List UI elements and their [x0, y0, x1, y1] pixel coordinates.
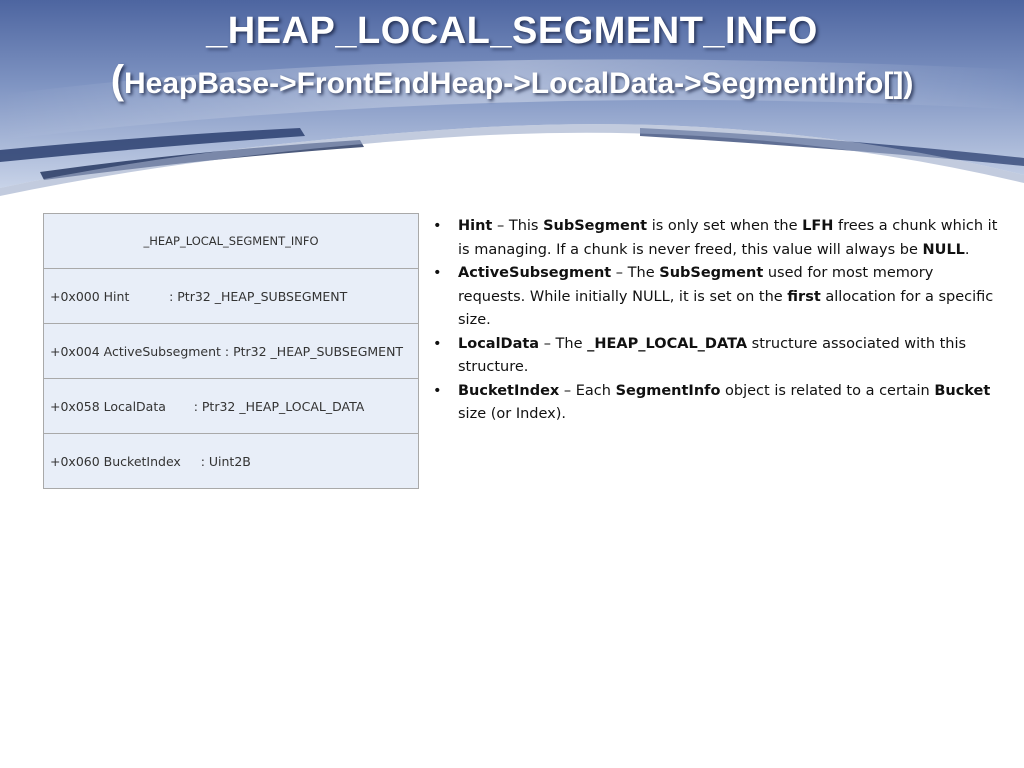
- struct-field-row: +0x060 BucketIndex : Uint2B: [44, 434, 419, 489]
- bullet-text: – The: [611, 265, 660, 281]
- bullet-item-local-data: [433, 333, 1003, 380]
- title-main: _HEAP_LOCAL_SEGMENT_INFO: [206, 10, 818, 52]
- title-subtitle: [0, 60, 1024, 104]
- struct-field-row: +0x004 ActiveSubsegment : Ptr32 _HEAP_SUBSEGMENT: [44, 324, 419, 379]
- field-description-list: [433, 215, 1003, 427]
- bullet-bold: SegmentInfo: [615, 382, 721, 399]
- bullet-term: LocalData: [458, 335, 540, 352]
- bullet-text: size (or Index).: [458, 406, 567, 422]
- struct-layout-table: [43, 213, 419, 489]
- bullet-text: – This: [492, 218, 544, 234]
- bullet-text: object is related to a certain: [720, 382, 935, 399]
- bullet-text: is only set when the: [647, 218, 803, 234]
- bullet-text: allocation for a specific size.: [458, 288, 994, 328]
- bullet-text: .: [964, 241, 970, 258]
- bullet-dot-icon: •: [433, 382, 442, 399]
- bullet-dot-icon: •: [433, 265, 442, 281]
- bullet-bold: SubSegment: [659, 265, 764, 281]
- bullet-text: – The: [539, 335, 588, 352]
- bullet-item-active-subsegment: [433, 262, 1003, 333]
- title-sub-text: HeapBase->FrontEndHeap->LocalData->SegmentInfo[]): [124, 67, 914, 100]
- bullet-bold: first: [787, 288, 821, 305]
- bullet-item-bucket-index: [433, 380, 1003, 427]
- bullet-dot-icon: •: [433, 218, 442, 234]
- bullet-term: ActiveSubsegment: [458, 265, 612, 281]
- struct-field-row: +0x000 Hint : Ptr32 _HEAP_SUBSEGMENT: [44, 269, 419, 324]
- slide-title: [0, 8, 1024, 104]
- bullet-bold: NULL: [922, 241, 965, 258]
- title-open-paren: (: [110, 58, 125, 102]
- bullet-bold: Bucket: [934, 382, 991, 399]
- bullet-text: – Each: [559, 382, 616, 399]
- bullet-item-hint: [433, 215, 1003, 262]
- bullet-term: Hint: [458, 218, 493, 234]
- bullet-bold: SubSegment: [543, 218, 648, 234]
- bullet-text: frees a chunk which it is managing. If a chunk is never freed, this value will always be: [458, 218, 998, 258]
- struct-name-cell: _HEAP_LOCAL_SEGMENT_INFO: [44, 214, 419, 269]
- bullet-dot-icon: •: [433, 335, 442, 352]
- bullet-bold: LFH: [802, 218, 834, 234]
- bullet-bold: _HEAP_LOCAL_DATA: [587, 335, 748, 352]
- bullet-text: used for most memory requests. While initially NULL, it is set on the: [458, 265, 934, 305]
- bullet-text: structure associated with this structure.: [458, 335, 967, 375]
- bullet-term: BucketIndex: [458, 382, 560, 399]
- struct-field-row: +0x058 LocalData : Ptr32 _HEAP_LOCAL_DATA: [44, 379, 419, 434]
